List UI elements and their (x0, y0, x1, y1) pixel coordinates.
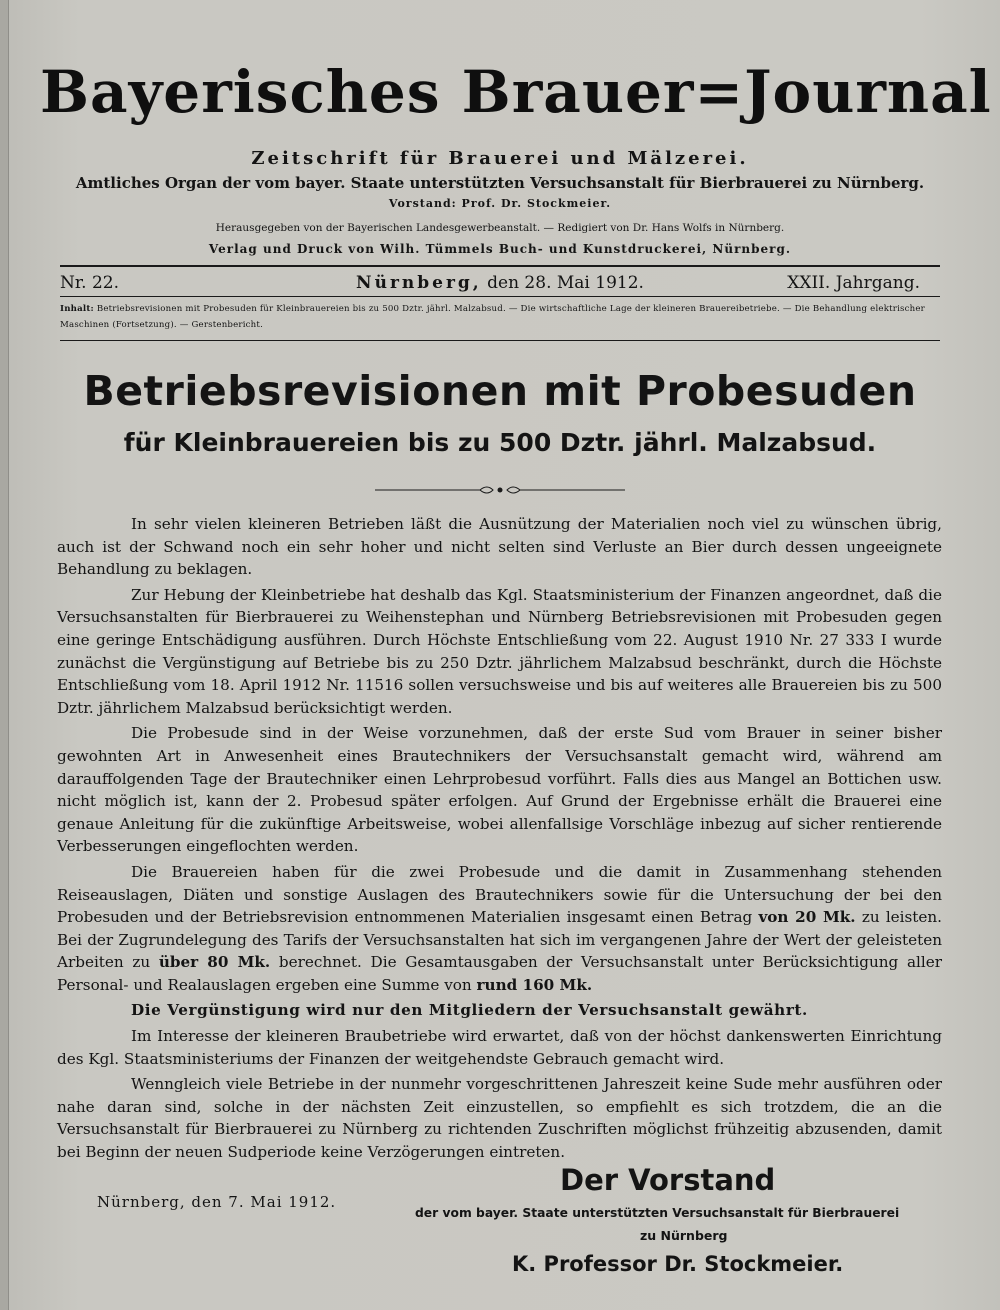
value-amount: über 80 Mk. (158, 953, 271, 972)
table-of-contents (60, 301, 940, 333)
divider (60, 296, 940, 297)
issue-city: Nürnberg, (356, 273, 482, 293)
paragraph: Zur Hebung der Kleinbetriebe hat deshalb das Kgl. Staatsministerium der Finanzen angeordnet, daß die Versuchsanstalten für Bierbrauerei zu Weihenstephan und Nürnberg Betriebsrevisionen mit Probesuden gegen eine geringe Entschädigung ausführen. Durch Höchste Entschließung vom 22. August 1910 Nr. 27 333 I wurde zunächst die Vergünstigung auf Betriebe bis zu 250 Dztr. jährlichem Malzabsud beschränkt, durch die Höchste Entschließung vom 18. April 1912 Nr. 11516 sollen versuchsweise und bis auf weiteres alle Brauereien bis zu 500 Dztr. jährlichem Malzabsud berücksichtigt werden. (57, 585, 942, 717)
text-run: zu leisten. Bei der Zugrundelegung des Tarifs der Versuchsanstalten hat sich im vergangenen Jahre der Wert der geleisteten Arbeiten zu (57, 908, 943, 972)
binding-edge (0, 0, 9, 1310)
member-notice: Die Vergünstigung wird nur den Mitgliedern der Versuchsanstalt gewährt. (131, 1001, 808, 1020)
paragraph: In sehr vielen kleineren Betrieben läßt die Ausnützung der Materialien noch viel zu wünschen übrig, auch ist der Schwand noch ein sehr hoher und nicht selten sind Verluste an Bier durch dessen ungeeignete Behandlung zu beklagen. (57, 515, 942, 579)
signature-institution: der vom bayer. Staate unterstützten Versuchsanstalt für Bierbrauerei (415, 1206, 900, 1220)
contents-label: Inhalt: (60, 304, 94, 314)
divider (60, 340, 940, 341)
issue-number: Nr. 22. (60, 273, 119, 293)
paragraph: Die Probesude sind in der Weise vorzunehmen, daß der erste Sud vom Brauer in seiner bisher gewohnten Art in Anwesenheit eines Brautechnikers der Versuchsanstalt gemacht wird, während am darauffolgenden Tage der Brautechniker einen Lehrprobesud vorführt. Falls dies aus Mangel an Bottichen usw. nicht möglich ist, kann der 2. Probesud später erfolgen. Auf Grund der Ergebnisse erhält die Brauerei eine genaue Anleitung für die zukünftige Arbeitsweise, wobei allenfallsige Vorschläge inbezug auf sicher rentierende Verbesserungen eingeflochten werden. (57, 724, 942, 856)
ornament-divider-icon (375, 484, 625, 496)
masthead-title: Bayerisches Brauer=Journal (40, 58, 992, 126)
article-subheadline: für Kleinbrauereien bis zu 500 Dztr. jährl. Malzabsud. (123, 428, 877, 457)
signature-name: K. Professor Dr. Stockmeier. (512, 1252, 844, 1276)
masthead-board: Vorstand: Prof. Dr. Stockmeier. (388, 197, 612, 210)
contents-text: Betriebsrevisionen mit Probesuden für Kleinbrauereien bis zu 500 Dztr. jährl. Malzabsud. — Die wirtschaftliche Lage der kleineren Brauereibetriebe. — Die Behandlung elektrischer Maschinen (Fortsetzung). — Gerstenbericht. (60, 304, 925, 330)
paragraph: Wenngleich viele Betriebe in der nunmehr vorgeschrittenen Jahreszeit keine Sude mehr ausführen oder nahe daran sind, solche in der nächsten Zeit einzustellen, so empfiehlt es sich trotzdem, die an die Versuchsanstalt für Bierbrauerei zu Nürnberg zu richtenden Zuschriften möglichst frühzeitig abzusenden, damit bei Beginn der neuen Sudperiode keine Verzögerungen eintreten. (57, 1075, 942, 1162)
masthead-printer: Verlag und Druck von Wilh. Tümmels Buch- und Kunstdruckerei, Nürnberg. (208, 242, 792, 256)
issue-date: den 28. Mai 1912. (487, 273, 644, 293)
issue-year: XXII. Jahrgang. (787, 273, 920, 293)
text-run: Die Brauereien haben für die zwei Probesude und die damit in Zusammenhang stehenden Reiseauslagen, Diäten und sonstige Auslagen des Brautechnikers sowie für die Untersuchung der bei den Probesuden und der Betriebsrevision entnommenen Materialien insgesamt einen Betrag (57, 862, 942, 927)
signature-location: zu Nürnberg (640, 1228, 728, 1243)
article-headline: Betriebsrevisionen mit Probesuden (83, 367, 917, 415)
signature-date: Nürnberg, den 7. Mai 1912. (97, 1193, 337, 1211)
signature-title: Der Vorstand (560, 1163, 776, 1197)
divider (60, 265, 940, 267)
fee-amount: von 20 Mk. (758, 908, 856, 927)
text-run: berechnet. Die Gesamtausgaben der Versuchsanstalt unter Berücksichtigung aller Personal- und Realauslagen ergeben eine Summe von (57, 953, 942, 994)
paragraph (57, 861, 942, 997)
paragraph: Im Interesse der kleineren Braubetriebe wird erwartet, daß von der höchst dankenswerten Einrichtung des Kgl. Staatsministeriums der Finanzen der weitgehendste Gebrauch gemacht wird. (57, 1027, 942, 1068)
masthead-publisher: Herausgegeben von der Bayerischen Landesgewerbeanstalt. — Redigiert von Dr. Hans Wolfs in Nürnberg. (215, 222, 785, 234)
masthead-subtitle: Zeitschrift für Brauerei und Mälzerei. (251, 148, 749, 169)
total-amount: rund 160 Mk. (476, 975, 593, 994)
article-body (57, 513, 942, 1167)
masthead-organ: Amtliches Organ der vom bayer. Staate unterstützten Versuchsanstalt für Bierbrauerei zu Nürnberg. (75, 174, 925, 192)
issue-dateline (280, 273, 720, 293)
